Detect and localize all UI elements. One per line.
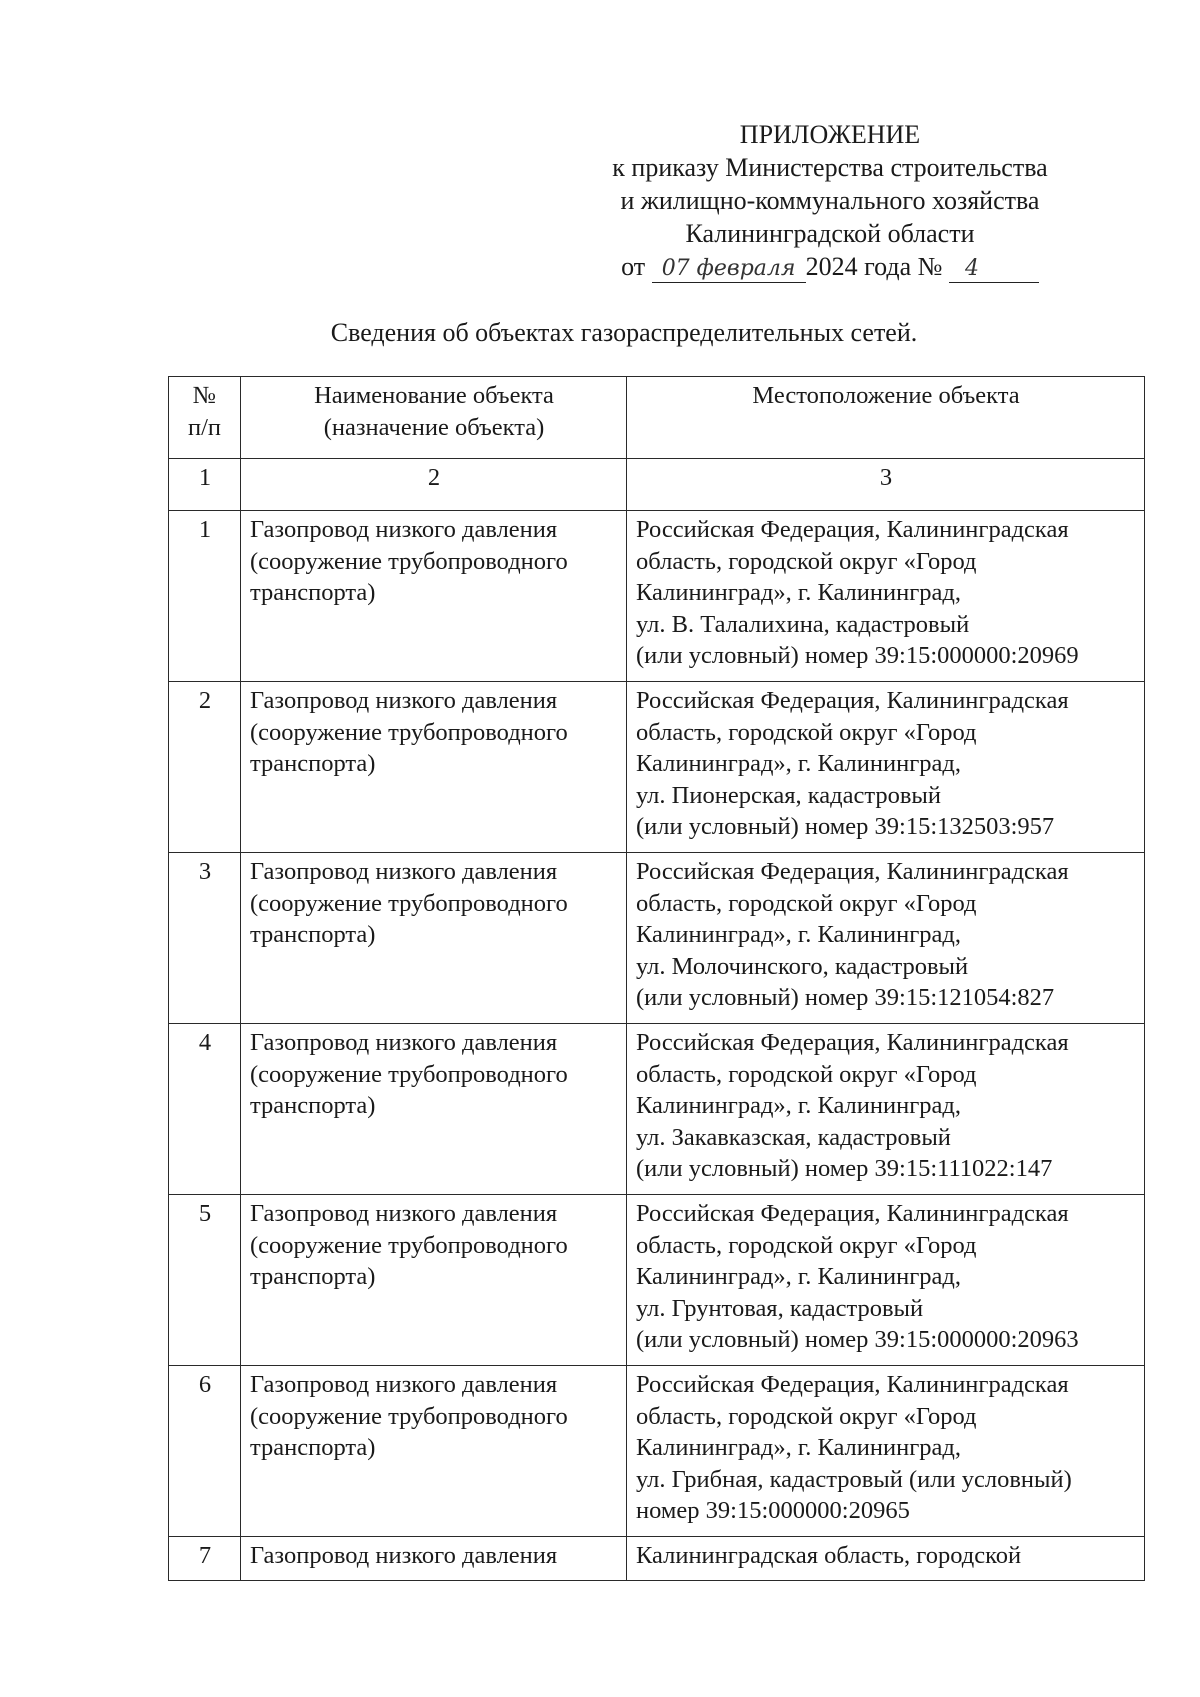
gas-network-objects-table: [168, 376, 1145, 1581]
row-number: 6: [169, 1366, 241, 1537]
table-row: [169, 1024, 1145, 1195]
handwritten-order-number: 4: [949, 256, 1039, 283]
order-year: 2024 года №: [805, 252, 943, 281]
column-header-location: Местоположение объекта: [627, 377, 1145, 459]
object-location: Российская Федерация, Калининградская область, городской округ «Город Калининград», г. Калининград, ул. Грунтовая, кадастровый (или условный) номер 39:15:000000:20963: [627, 1195, 1145, 1366]
object-name: Газопровод низкого давления (сооружение трубопроводного транспорта): [241, 1366, 627, 1537]
appendix-header: [530, 118, 1130, 283]
handwritten-order-date: 07 февраля: [652, 256, 806, 283]
object-name: Газопровод низкого давления: [241, 1537, 627, 1581]
object-location: Российская Федерация, Калининградская область, городской округ «Город Калининград», г. Калининград, ул. Закавказская, кадастровый (или условный) номер 39:15:111022:147: [627, 1024, 1145, 1195]
row-number: 3: [169, 853, 241, 1024]
row-number: 1: [169, 511, 241, 682]
column-index-2: 2: [241, 459, 627, 511]
object-name: Газопровод низкого давления (сооружение трубопроводного транспорта): [241, 1195, 627, 1366]
table-row: [169, 511, 1145, 682]
table-header-row: [169, 377, 1145, 459]
order-reference-line-1: к приказу Министерства строительства: [612, 153, 1048, 182]
row-number: 5: [169, 1195, 241, 1366]
object-name: Газопровод низкого давления (сооружение трубопроводного транспорта): [241, 682, 627, 853]
order-reference-line-2: и жилищно-коммунального хозяйства: [620, 186, 1040, 215]
order-prefix: от: [621, 252, 646, 281]
object-name: Газопровод низкого давления (сооружение трубопроводного транспорта): [241, 1024, 627, 1195]
table-row: [169, 1366, 1145, 1537]
column-header-number: № п/п: [169, 377, 241, 459]
row-number: 2: [169, 682, 241, 853]
column-header-name: Наименование объекта (назначение объекта): [241, 377, 627, 459]
row-number: 4: [169, 1024, 241, 1195]
object-location: Калининградская область, городской: [627, 1537, 1145, 1581]
table-row: [169, 682, 1145, 853]
column-index-3: 3: [627, 459, 1145, 511]
object-location: Российская Федерация, Калининградская область, городской округ «Город Калининград», г. Калининград, ул. Грибная, кадастровый (или условный) номер 39:15:000000:20965: [627, 1366, 1145, 1537]
object-name: Газопровод низкого давления (сооружение трубопроводного транспорта): [241, 511, 627, 682]
order-reference-line-3: Калининградской области: [685, 219, 975, 248]
object-name: Газопровод низкого давления (сооружение трубопроводного транспорта): [241, 853, 627, 1024]
object-location: Российская Федерация, Калининградская область, городской округ «Город Калининград», г. Калининград, ул. Молочинского, кадастровый (или условный) номер 39:15:121054:827: [627, 853, 1145, 1024]
document-title: Сведения об объектах газораспределительных сетей.: [330, 318, 918, 347]
appendix-label: ПРИЛОЖЕНИЕ: [739, 120, 921, 149]
table-row: [169, 1195, 1145, 1366]
table-row-partial: [169, 1537, 1145, 1581]
object-location: Российская Федерация, Калининградская область, городской округ «Город Калининград», г. Калининград, ул. Пионерская, кадастровый (или условный) номер 39:15:132503:957: [627, 682, 1145, 853]
order-date-line: [530, 250, 1130, 283]
row-number: 7: [169, 1537, 241, 1581]
column-index-1: 1: [169, 459, 241, 511]
table-index-row: [169, 459, 1145, 511]
table-row: [169, 853, 1145, 1024]
object-location: Российская Федерация, Калининградская область, городской округ «Город Калининград», г. Калининград, ул. В. Талалихина, кадастровый (или условный) номер 39:15:000000:20969: [627, 511, 1145, 682]
